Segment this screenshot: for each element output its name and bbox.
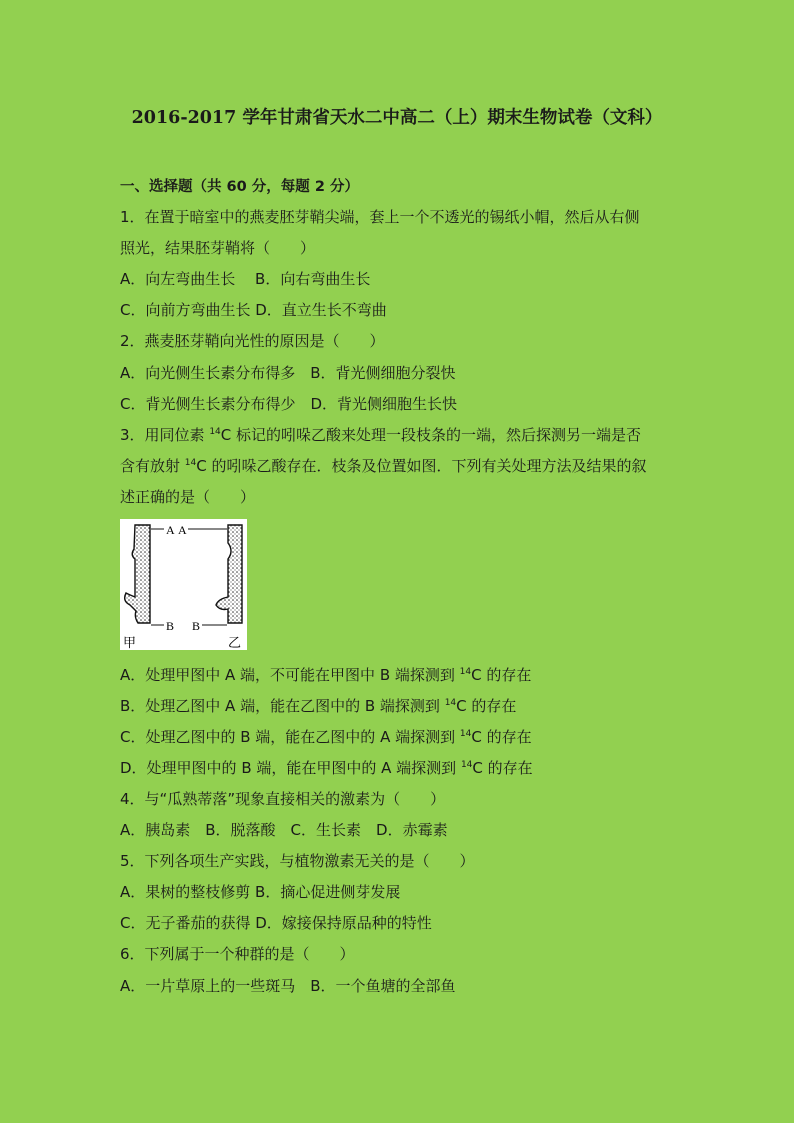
q1-options-ab: A．向左弯曲生长 B．向右弯曲生长 [120, 270, 371, 288]
q3-stem-line3: 述正确的是（ ） [120, 488, 256, 506]
label-a-right: A [178, 523, 187, 537]
q6-stem: 6．下列属于一个种群的是（ ） [120, 945, 355, 963]
isotope-superscript: 14 [444, 698, 457, 708]
q1-stem-line2: 照光，结果胚芽鞘将（ ） [120, 239, 316, 257]
q3-option-c: C．处理乙图中的 B 端，能在乙图中的 A 端探测到 $^{14}$C 的存在 [120, 728, 532, 746]
q3-stem-line1: 3．用同位素 $^{14}$C 标记的吲哚乙酸来处理一段枝条的一端，然后探测另一端是否 [120, 426, 642, 444]
q2-options-cd: C．背光侧生长素分布得少 D．背光侧细胞生长快 [120, 395, 458, 413]
isotope-superscript: 14 [209, 427, 221, 437]
q1-stem-line1: 1．在置于暗室中的燕麦胚芽鞘尖端，套上一个不透光的锡纸小帽，然后从右侧 [120, 208, 640, 226]
q3-stem-line2: 含有放射 $^{14}$C 的吲哚乙酸存在．枝条及位置如图．下列有关处理方法及结果的叙 [120, 457, 647, 475]
q4-stem: 4．与“瓜熟蒂落”现象直接相关的激素为（ ） [120, 790, 446, 808]
q2-options-ab: A．向光侧生长素分布得多 B．背光侧细胞分裂快 [120, 364, 456, 382]
document-title: 2016-2017 学年甘肃省天水二中高二（上）期末生物试卷（文科） [131, 108, 663, 128]
q3-option-a: A．处理甲图中 A 端，不可能在甲图中 B 端探测到 $^{14}$C 的存在 [120, 666, 532, 684]
branch-diagram [120, 519, 247, 650]
label-b-right: B [192, 619, 201, 633]
q5-stem: 5．下列各项生产实践，与植物激素无关的是（ ） [120, 852, 475, 870]
isotope-superscript: 14 [184, 458, 197, 468]
q3-option-d: D．处理甲图中的 B 端，能在甲图中的 A 端探测到 $^{14}$C 的存在 [120, 759, 533, 777]
label-yi: 乙 [228, 636, 242, 650]
q5-options-cd: C．无子番茄的获得 D．嫁接保持原品种的特性 [120, 914, 432, 932]
isotope-superscript: 14 [459, 729, 472, 739]
label-jia: 甲 [123, 636, 137, 650]
label-b-left: B [166, 619, 175, 633]
section-heading: 一、选择题（共 60 分，每题 2 分） [120, 179, 359, 195]
branch-figure [120, 519, 247, 650]
q1-options-cd: C．向前方弯曲生长 D．直立生长不弯曲 [120, 301, 387, 319]
q6-options-ab: A．一片草原上的一些斑马 B．一个鱼塘的全部鱼 [120, 977, 456, 995]
branch-jia [125, 525, 150, 623]
isotope-superscript: 14 [459, 667, 472, 677]
q5-options-ab: A．果树的整枝修剪 B．摘心促进侧芽发展 [120, 883, 401, 901]
q3-option-b: B．处理乙图中 A 端，能在乙图中的 B 端探测到 $^{14}$C 的存在 [120, 697, 517, 715]
branch-yi [216, 525, 242, 623]
q2-stem: 2．燕麦胚芽鞘向光性的原因是（ ） [120, 332, 385, 350]
label-a-left: A [166, 523, 175, 537]
q4-options: A．胰岛素 B．脱落酸 C．生长素 D．赤霉素 [120, 821, 448, 839]
isotope-superscript: 14 [460, 760, 473, 770]
